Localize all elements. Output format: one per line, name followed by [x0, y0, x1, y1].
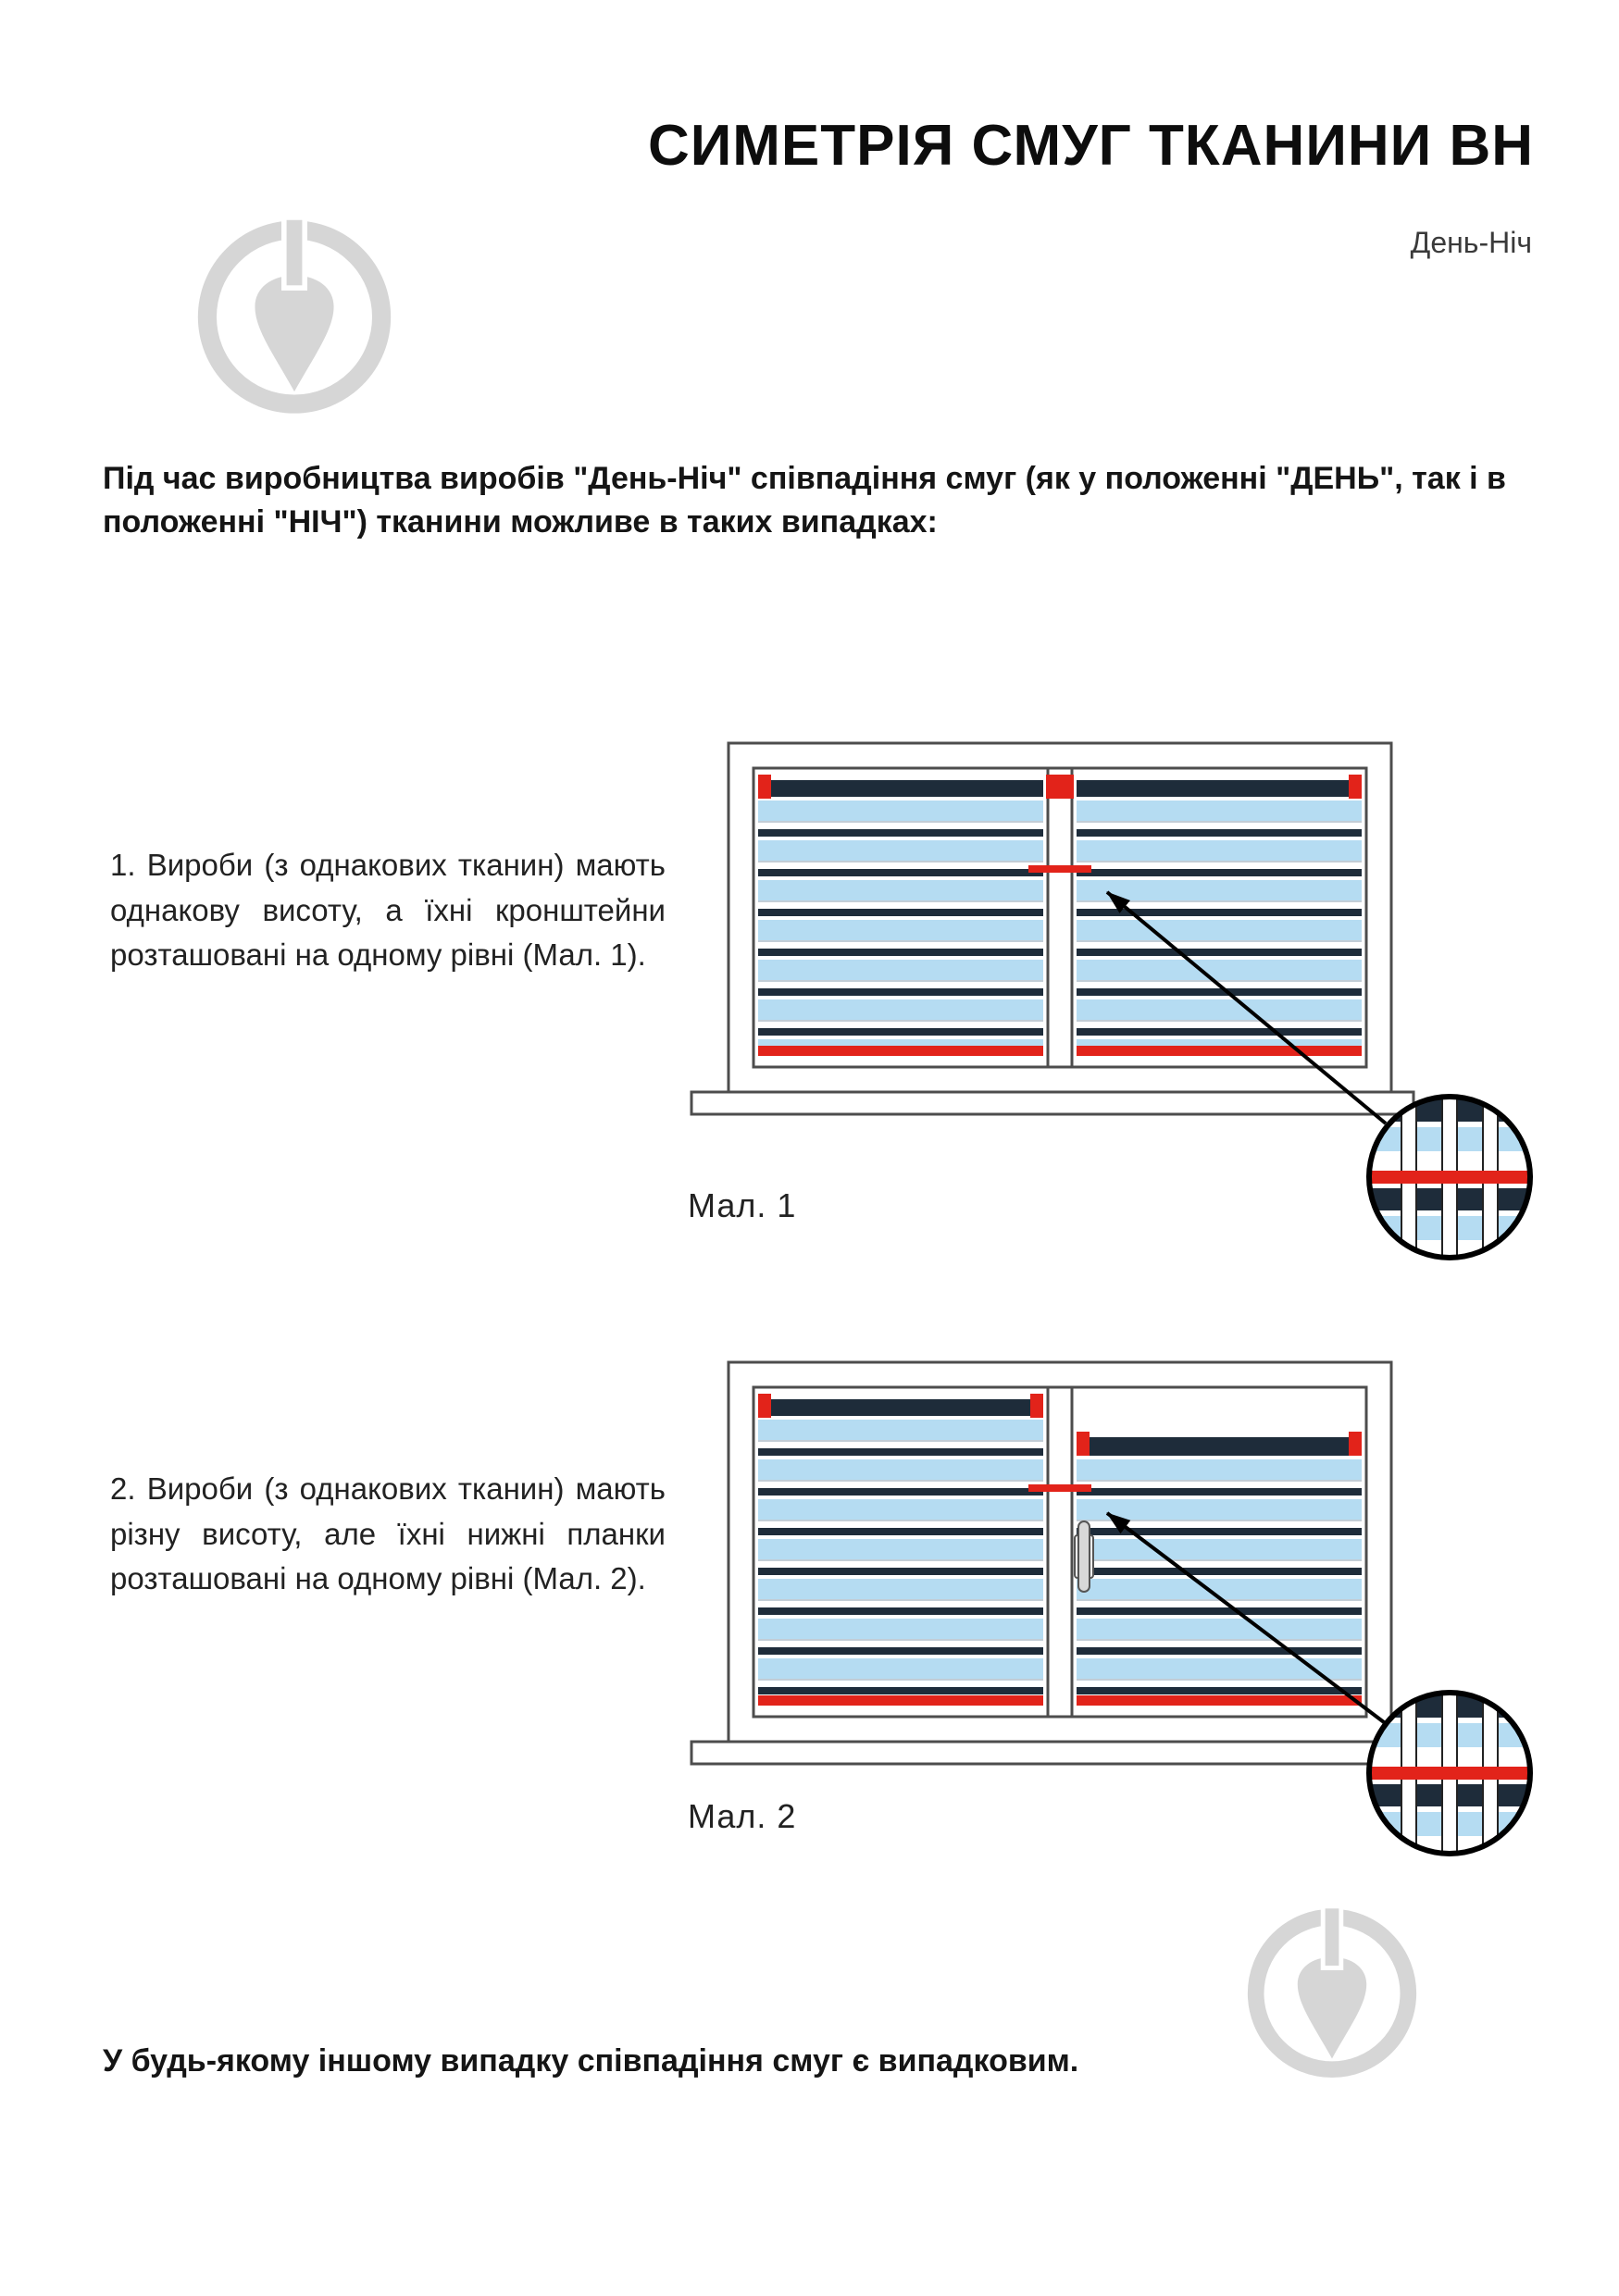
right-blind-header-bar [1077, 780, 1362, 791]
bracket-marker [1046, 775, 1074, 799]
figure-2-caption: Мал. 2 [688, 1797, 797, 1835]
item-1-text: 1. Вироби (з однакових тканин) мають однакову висоту, а їхні кронштейни розташовані на одному рівні (Мал. 1). [110, 848, 666, 972]
right-blind-bottom-bar [1077, 1695, 1362, 1706]
intro-paragraph: Під час виробництва виробів "День-Ніч" співпадіння смуг (як у положенні "ДЕНЬ", так і в положенні "НІЧ") тканини можливе в таких випадках: [103, 461, 1506, 540]
left-blind-header-bar [758, 780, 1043, 791]
bracket-marker [1030, 1394, 1043, 1418]
right-blind-fabric [1077, 789, 1362, 1046]
left-blind-header-bar [758, 1399, 1043, 1410]
right-blind [1077, 1437, 1362, 1706]
right-blind-header-bar [1077, 1437, 1362, 1448]
item-2-text: 2. Вироби (з однакових тканин) мають різну висоту, але їхні нижні планки розташовані на одному рівні (Мал. 2). [110, 1471, 666, 1595]
bracket-marker [1349, 1432, 1362, 1456]
bracket-marker [1077, 1432, 1090, 1456]
stripe-alignment-marker [1028, 865, 1091, 873]
left-blind-fabric [758, 1409, 1043, 1695]
stripe-alignment-marker [1028, 1484, 1091, 1492]
left-blind [758, 780, 1043, 1056]
left-blind-bottom-bar [758, 1046, 1043, 1056]
window-sill [691, 1742, 1414, 1764]
right-blind [1077, 780, 1362, 1056]
page-title: СИМЕТРІЯ СМУГ ТКАНИНИ ВН [647, 114, 1534, 178]
page-subtitle: День-Ніч [1410, 226, 1532, 259]
left-blind-fabric [758, 789, 1043, 1046]
left-blind [758, 1399, 1043, 1706]
bracket-marker [758, 775, 771, 799]
left-blind-bottom-bar [758, 1695, 1043, 1706]
window-sill [691, 1092, 1414, 1114]
right-blind-fabric [1077, 1448, 1362, 1695]
right-blind-bottom-bar [1077, 1046, 1362, 1056]
zoom-detail-circle [1364, 1094, 1535, 1260]
footer-note: У будь-якому іншому випадку співпадіння смуг є випадковим. [103, 2043, 1079, 2079]
figure-1-caption: Мал. 1 [688, 1186, 797, 1224]
window-mullion [1048, 1387, 1072, 1717]
bracket-marker [1349, 775, 1362, 799]
bracket-marker [758, 1394, 771, 1418]
window-handle [1075, 1521, 1093, 1592]
window-mullion [1048, 768, 1072, 1067]
